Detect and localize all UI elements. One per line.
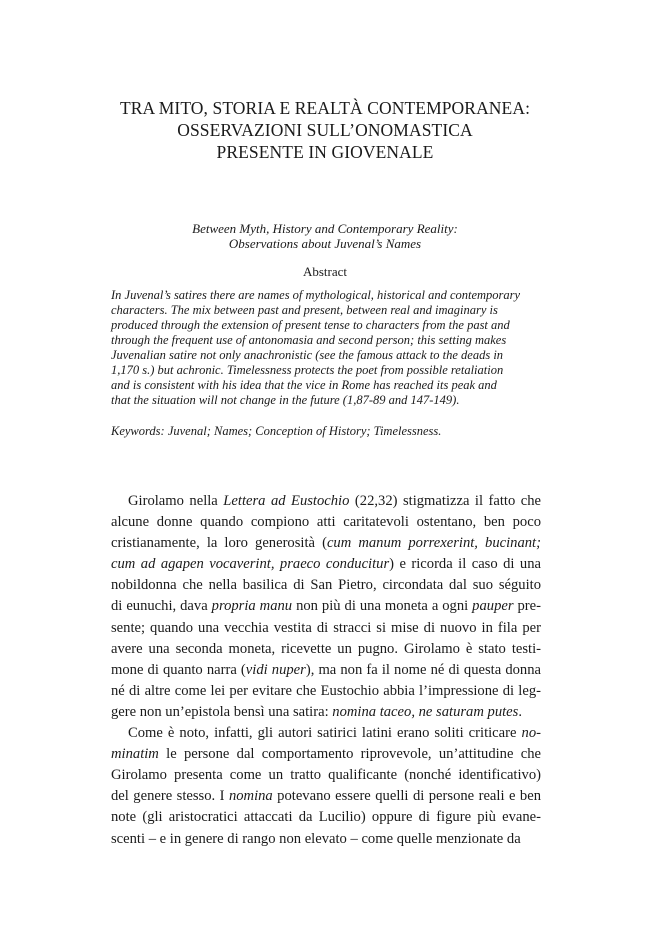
abstract-heading: Abstract [302,264,348,279]
abstract-line: that the situation will not change in the future (1,87-89 and 147-149). [111,393,460,407]
text-run: pre- [513,598,541,615]
body-text [111,491,541,850]
text-run: cristianamente, la loro generosità ( [111,535,327,552]
text-line [111,596,541,617]
italic-phrase: propria manu [211,598,293,615]
text-line [111,533,541,554]
italic-phrase: no- [521,725,541,742]
text-line [111,744,541,765]
subtitle-line-1: Between Myth, History and Contemporary Reality: [192,221,458,236]
text-line [111,618,541,639]
abstract-line: In Juvenal’s satires there are names of mythological, historical and contemporary [111,288,521,302]
text-run: potevano essere quelli di persone reali e ben [272,788,541,805]
title-line-3: PRESENTE IN GIOVENALE [216,142,434,162]
text-run: gere non un’epistola bensì una satira: [111,703,333,720]
italic-phrase: pauper [472,598,514,615]
text-line [111,575,541,596]
italic-phrase: cum ad agapen vocaverint, praeco conducitur [111,556,390,573]
abstract-line: produced through the extension of present tense to characters from the past and [111,318,510,332]
text-run: non più di una moneta a ogni [292,598,473,615]
text-run: nobildonna che nella basilica di San Pietro, circondata dal suo séguito [111,577,541,594]
english-title [60,221,590,251]
text-run: Come è noto, infatti, gli autori satirici latini erano soliti criticare [128,725,522,742]
text-run: Girolamo presenta come un tratto qualificante (nonché identificativo) [111,767,541,784]
text-run: . [518,703,522,720]
text-line [111,765,541,786]
abstract-line: through the frequent use of antonomasia and second person; this setting makes [111,333,507,347]
text-line [111,660,541,681]
text-run: Girolamo nella [128,493,224,509]
subtitle-line-2: Observations about Juvenal’s Names [228,236,422,251]
keywords: Keywords: Juvenal; Names; Conception of History; Timelessness. [111,424,442,438]
title-line-2: OSSERVAZIONI SULL’ONOMASTICA [177,120,473,140]
text-run: sente; quando una vecchia vestita di stracci si mise di nuovo in fila per [111,619,541,636]
text-line [111,491,541,512]
italic-phrase: Lettera ad Eustochio [223,493,350,509]
text-run: alcune donne quando compiono atti caritatevoli ostentano, ben poco [111,514,541,531]
italic-phrase: nomina [228,788,273,805]
text-line [111,786,541,807]
text-run: (22,32) stigmatizza il fatto che [349,493,542,509]
text-line [111,639,541,660]
text-run: ), ma non fa il nome né di questa donna [305,661,541,678]
text-line [111,681,541,702]
abstract-text [111,288,541,408]
text-line [111,829,541,850]
text-run: mone di quanto narra ( [111,661,246,678]
text-run: avere una seconda moneta, ricevette un pugno. Girolamo è stato testi- [111,640,541,657]
italic-phrase: minatim [111,746,159,763]
text-line [111,554,541,575]
paragraph-2 [111,723,541,850]
text-run: né di altre come lei per evitare che Eustochio abbia l’impressione di leg- [111,682,541,699]
paragraph-1 [111,491,541,723]
italic-phrase: vidi nuper [245,661,306,678]
abstract-line: 1,170 s.) but achronic. Timelessness protects the poet from possible retaliation [111,363,504,377]
text-line [111,807,541,828]
abstract-line: Juvenalian satire not only anachronistic (see the famous attack to the deads in [111,348,504,362]
article-title [60,97,590,163]
text-run: scenti – e in genere di rango non elevato – come quelle menzionate da [111,830,521,847]
abstract-line: and is consistent with his idea that the vice in Rome has reached its peak and [111,378,497,392]
text-line [111,702,541,723]
text-run: del genere stesso. I [111,788,229,805]
text-run: ) e ricorda il caso di una [389,556,541,573]
text-line [111,723,541,744]
italic-phrase: nomina taceo, ne saturam putes [332,703,519,720]
text-run: note (gli aristocratici attaccati da Lucilio) oppure di figure più evane- [111,809,541,826]
title-line-1: TRA MITO, STORIA E REALTÀ CONTEMPORANEA: [119,98,531,118]
italic-phrase: cum manum porrexerint, bucinant; [326,535,541,552]
text-run: di eunuchi, dava [111,598,212,615]
abstract-line: characters. The mix between past and present, between real and imaginary is [111,303,498,317]
text-run: le persone dal comportamento riprovevole, un’attitudine che [158,746,541,763]
text-line [111,512,541,533]
